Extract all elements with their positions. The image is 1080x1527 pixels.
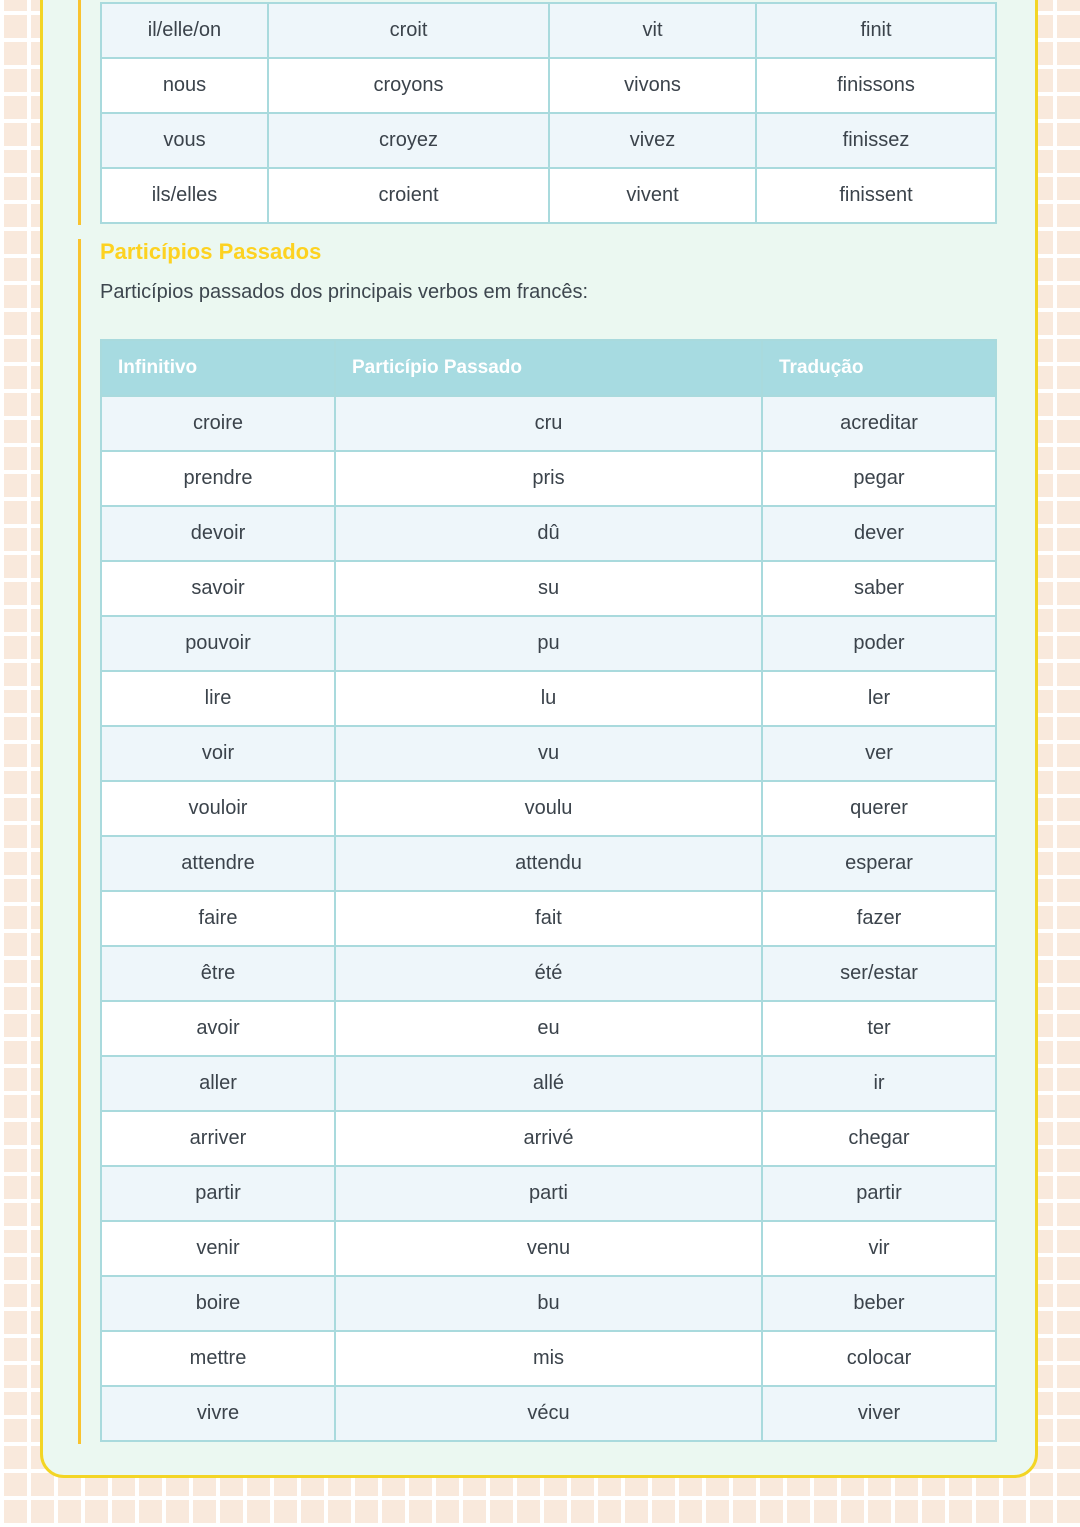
participle-cell: ter bbox=[762, 1001, 996, 1056]
participle-cell: devoir bbox=[101, 506, 335, 561]
participle-cell: saber bbox=[762, 561, 996, 616]
participle-cell: ir bbox=[762, 1056, 996, 1111]
participle-cell: lire bbox=[101, 671, 335, 726]
participle-cell: beber bbox=[762, 1276, 996, 1331]
table-row bbox=[101, 781, 996, 836]
participle-cell: bu bbox=[335, 1276, 762, 1331]
table-row bbox=[101, 1276, 996, 1331]
table-row bbox=[101, 891, 996, 946]
table-row bbox=[101, 726, 996, 781]
participle-cell: lu bbox=[335, 671, 762, 726]
table-row bbox=[101, 113, 996, 168]
section-heading: Particípios Passados bbox=[100, 239, 322, 264]
participle-cell: ser/estar bbox=[762, 946, 996, 1001]
participle-cell: vouloir bbox=[101, 781, 335, 836]
notes-card bbox=[40, 0, 1038, 1478]
participle-cell: cru bbox=[335, 396, 762, 451]
participle-cell: pegar bbox=[762, 451, 996, 506]
participle-cell: venu bbox=[335, 1221, 762, 1276]
participle-cell: vu bbox=[335, 726, 762, 781]
participle-cell: allé bbox=[335, 1056, 762, 1111]
participle-cell: faire bbox=[101, 891, 335, 946]
table-row bbox=[101, 1221, 996, 1276]
participle-cell: arriver bbox=[101, 1111, 335, 1166]
participle-cell: vivre bbox=[101, 1386, 335, 1441]
participles-table-body bbox=[101, 396, 996, 1441]
table-row bbox=[101, 396, 996, 451]
conjugation-cell: finissent bbox=[756, 168, 996, 223]
participle-cell: chegar bbox=[762, 1111, 996, 1166]
table-row bbox=[101, 58, 996, 113]
conjugation-table-body bbox=[101, 3, 996, 223]
column-header-traducao: Tradução bbox=[762, 340, 996, 396]
table-row bbox=[101, 1111, 996, 1166]
participle-cell: été bbox=[335, 946, 762, 1001]
participle-cell: poder bbox=[762, 616, 996, 671]
participle-cell: acreditar bbox=[762, 396, 996, 451]
table-row bbox=[101, 451, 996, 506]
participle-cell: pris bbox=[335, 451, 762, 506]
participle-cell: mettre bbox=[101, 1331, 335, 1386]
table-row bbox=[101, 836, 996, 891]
participle-cell: arrivé bbox=[335, 1111, 762, 1166]
participle-cell: dû bbox=[335, 506, 762, 561]
conjugation-cell: ils/elles bbox=[101, 168, 268, 223]
participle-cell: pouvoir bbox=[101, 616, 335, 671]
conjugation-block bbox=[78, 0, 995, 225]
conjugation-cell: croyons bbox=[268, 58, 549, 113]
table-row bbox=[101, 1166, 996, 1221]
participle-cell: vécu bbox=[335, 1386, 762, 1441]
table-row bbox=[101, 561, 996, 616]
column-header-participio-passado: Particípio Passado bbox=[335, 340, 762, 396]
participle-cell: avoir bbox=[101, 1001, 335, 1056]
conjugation-cell: finissons bbox=[756, 58, 996, 113]
table-row bbox=[101, 1001, 996, 1056]
conjugation-cell: vous bbox=[101, 113, 268, 168]
table-row bbox=[101, 168, 996, 223]
conjugation-cell: vit bbox=[549, 3, 756, 58]
table-row bbox=[101, 1386, 996, 1441]
table-row bbox=[101, 1331, 996, 1386]
participle-cell: parti bbox=[335, 1166, 762, 1221]
participle-cell: mis bbox=[335, 1331, 762, 1386]
participle-cell: savoir bbox=[101, 561, 335, 616]
participle-cell: être bbox=[101, 946, 335, 1001]
conjugation-cell: finissez bbox=[756, 113, 996, 168]
header-row bbox=[101, 340, 996, 396]
table-row bbox=[101, 946, 996, 1001]
conjugation-cell: croient bbox=[268, 168, 549, 223]
participle-cell: ver bbox=[762, 726, 996, 781]
participle-cell: dever bbox=[762, 506, 996, 561]
conjugation-cell: croit bbox=[268, 3, 549, 58]
participle-cell: attendu bbox=[335, 836, 762, 891]
participle-cell: prendre bbox=[101, 451, 335, 506]
participle-cell: partir bbox=[101, 1166, 335, 1221]
conjugation-table bbox=[100, 2, 997, 224]
participle-cell: fait bbox=[335, 891, 762, 946]
participles-table-head bbox=[101, 340, 996, 396]
participle-cell: ler bbox=[762, 671, 996, 726]
participle-cell: attendre bbox=[101, 836, 335, 891]
conjugation-cell: finit bbox=[756, 3, 996, 58]
participle-cell: viver bbox=[762, 1386, 996, 1441]
column-header-infinitivo: Infinitivo bbox=[101, 340, 335, 396]
participle-cell: vir bbox=[762, 1221, 996, 1276]
participle-cell: colocar bbox=[762, 1331, 996, 1386]
table-row bbox=[101, 1056, 996, 1111]
conjugation-cell: croyez bbox=[268, 113, 549, 168]
conjugation-cell: il/elle/on bbox=[101, 3, 268, 58]
participle-cell: fazer bbox=[762, 891, 996, 946]
conjugation-cell: vivons bbox=[549, 58, 756, 113]
participle-cell: voulu bbox=[335, 781, 762, 836]
participles-block bbox=[78, 239, 995, 1444]
table-row bbox=[101, 506, 996, 561]
table-row bbox=[101, 3, 996, 58]
table-row bbox=[101, 671, 996, 726]
participle-cell: pu bbox=[335, 616, 762, 671]
conjugation-cell: vivez bbox=[549, 113, 756, 168]
conjugation-cell: nous bbox=[101, 58, 268, 113]
conjugation-cell: vivent bbox=[549, 168, 756, 223]
participle-cell: croire bbox=[101, 396, 335, 451]
participle-cell: su bbox=[335, 561, 762, 616]
intro-text: Particípios passados dos principais verbos em francês: bbox=[100, 281, 589, 304]
table-row bbox=[101, 616, 996, 671]
participles-table bbox=[100, 339, 997, 1442]
participle-cell: partir bbox=[762, 1166, 996, 1221]
participle-cell: boire bbox=[101, 1276, 335, 1331]
participle-cell: aller bbox=[101, 1056, 335, 1111]
participle-cell: esperar bbox=[762, 836, 996, 891]
participle-cell: eu bbox=[335, 1001, 762, 1056]
participle-cell: voir bbox=[101, 726, 335, 781]
participle-cell: querer bbox=[762, 781, 996, 836]
participle-cell: venir bbox=[101, 1221, 335, 1276]
